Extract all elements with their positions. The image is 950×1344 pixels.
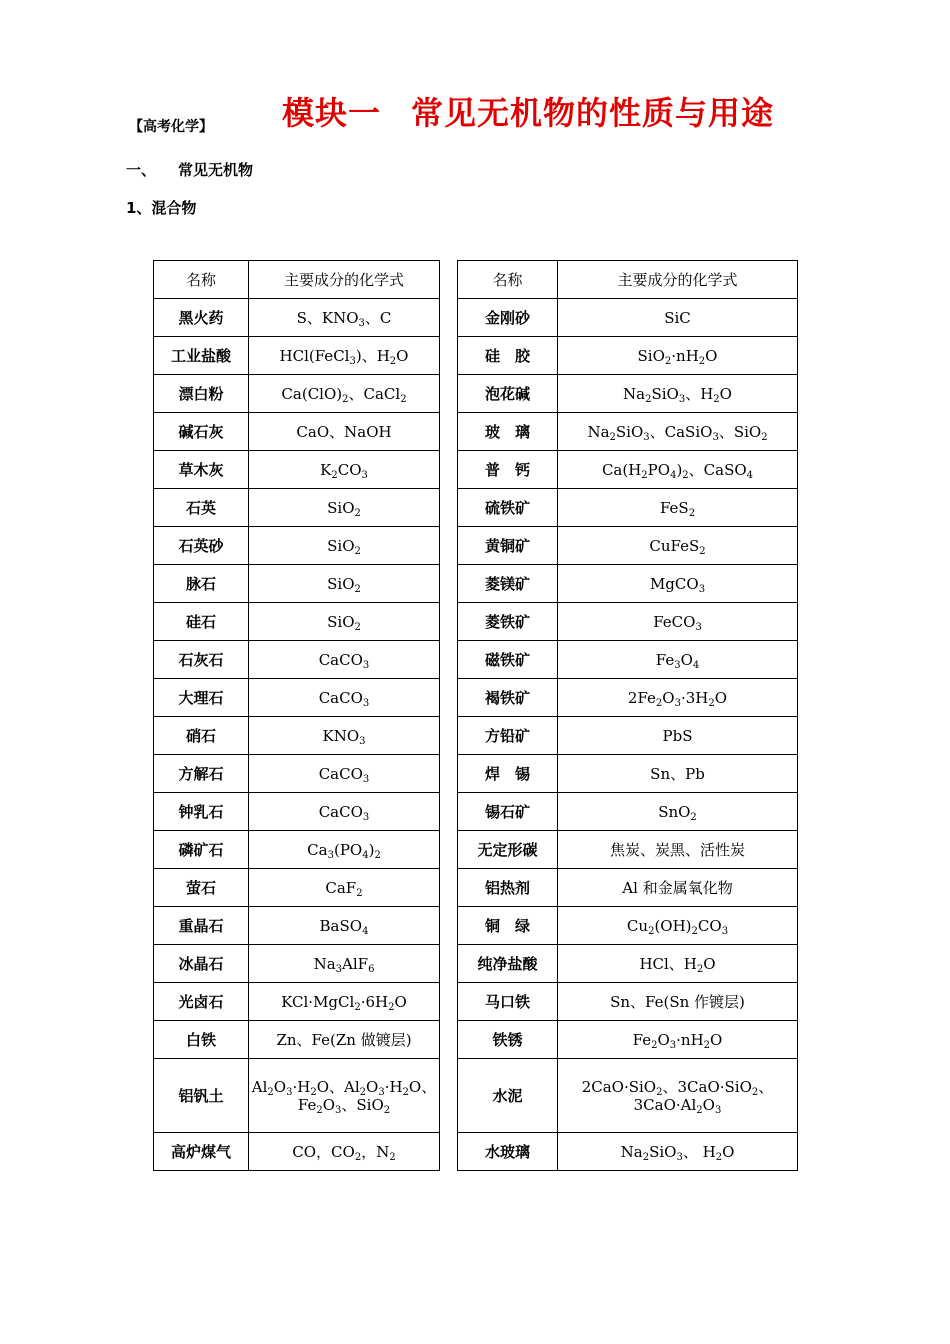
- mixture-name-right: 无定形碳: [458, 831, 558, 869]
- mixture-name-right: 金刚砂: [458, 299, 558, 337]
- table-row: [154, 413, 798, 451]
- table-row: [154, 337, 798, 375]
- table-row: [154, 451, 798, 489]
- mixture-formula-left: HCl(FeCl$_3$)、$H_2O$: [249, 337, 440, 375]
- mixture-formula-left: $Al_2O_3\cdot H_2O$、$Al_2O_3\cdot H_2O$、 $Fe_2O_3$、SiO$_2$: [249, 1059, 440, 1133]
- mixture-name-right: 水玻璃: [458, 1133, 558, 1171]
- mixture-formula-left: SiO$_2$: [249, 489, 440, 527]
- mixture-formula-left: S、$KNO_3$、C: [249, 299, 440, 337]
- mixture-name-right: 菱铁矿: [458, 603, 558, 641]
- table-row: [154, 641, 798, 679]
- mixture-name-right: 水泥: [458, 1059, 558, 1133]
- mixture-name-left: 脉石: [154, 565, 249, 603]
- mixture-formula-right: Al 和金属氧化物: [558, 869, 798, 907]
- table-row: [154, 1059, 798, 1133]
- header-formula-right: 主要成分的化学式: [558, 261, 798, 299]
- mixture-name-left: 萤石: [154, 869, 249, 907]
- table-gap: [440, 1059, 458, 1133]
- mixture-formula-right: PbS: [558, 717, 798, 755]
- table-gap: [440, 527, 458, 565]
- table-gap: [440, 907, 458, 945]
- mixture-formula-left: CO，$CO_2$，$N_2$: [249, 1133, 440, 1171]
- mixture-formula-right: $Fe_3O_4$: [558, 641, 798, 679]
- mixture-name-left: 石英: [154, 489, 249, 527]
- table-gap: [440, 565, 458, 603]
- table-row: [154, 793, 798, 831]
- mixture-formula-right: $Fe_2O_3\cdot nH_2O$: [558, 1021, 798, 1059]
- header-name-left: 名称: [154, 261, 249, 299]
- mixture-name-left: 高炉煤气: [154, 1133, 249, 1171]
- mixture-name-left: 白铁: [154, 1021, 249, 1059]
- table-row: [154, 603, 798, 641]
- mixture-formula-right: CuFeS$_2$: [558, 527, 798, 565]
- mixture-formula-left: CaO、NaOH: [249, 413, 440, 451]
- mixture-name-right: 磁铁矿: [458, 641, 558, 679]
- table-row: [154, 375, 798, 413]
- mixture-name-right: 褐铁矿: [458, 679, 558, 717]
- table-row: [154, 755, 798, 793]
- table-row: [154, 717, 798, 755]
- mixture-name-right: 铝热剂: [458, 869, 558, 907]
- table-row: [154, 945, 798, 983]
- header-formula-left: 主要成分的化学式: [249, 261, 440, 299]
- table-header-row: [154, 261, 798, 299]
- mixture-formula-left: CaCO$_3$: [249, 755, 440, 793]
- mixture-formula-right: Sn、Pb: [558, 755, 798, 793]
- mixture-name-left: 石英砂: [154, 527, 249, 565]
- mixture-formula-right: $Na_2SiO_3$、$H_2O$: [558, 375, 798, 413]
- mixture-formula-right: 2CaO·SiO$_2$、3CaO·SiO$_2$、 $3CaO\cdot Al_2O_3$: [558, 1059, 798, 1133]
- table-gap: [440, 679, 458, 717]
- mixture-name-right: 锡石矿: [458, 793, 558, 831]
- mixture-formula-right: $Ca(H_2PO_4)_2$、CaSO$_4$: [558, 451, 798, 489]
- header-name-right: 名称: [458, 261, 558, 299]
- mixture-name-right: 铁锈: [458, 1021, 558, 1059]
- section-heading: [126, 159, 253, 180]
- table-gap: [440, 261, 458, 299]
- mixture-name-left: 碱石灰: [154, 413, 249, 451]
- mixture-formula-right: FeS$_2$: [558, 489, 798, 527]
- table-row: [154, 679, 798, 717]
- table-row: [154, 1133, 798, 1171]
- mixture-name-left: 方解石: [154, 755, 249, 793]
- table-gap: [440, 869, 458, 907]
- table-gap: [440, 375, 458, 413]
- mixture-name-left: 工业盐酸: [154, 337, 249, 375]
- mixture-formula-right: $Na_2SiO_3$、 $H_2O$: [558, 1133, 798, 1171]
- mixture-name-left: 硅石: [154, 603, 249, 641]
- mixture-formula-left: SiO$_2$: [249, 527, 440, 565]
- mixture-formula-right: SiC: [558, 299, 798, 337]
- table-gap: [440, 983, 458, 1021]
- table-gap: [440, 603, 458, 641]
- title-module: 模块一: [282, 94, 382, 132]
- table-row: [154, 869, 798, 907]
- mixture-name-left: 硝石: [154, 717, 249, 755]
- table-gap: [440, 489, 458, 527]
- mixture-formula-right: Sn、Fe(Sn 作镀层): [558, 983, 798, 1021]
- mixture-formula-left: $Ca(ClO)_2$、CaCl$_2$: [249, 375, 440, 413]
- mixture-formula-left: SiO$_2$: [249, 603, 440, 641]
- mixture-formula-right: SnO$_2$: [558, 793, 798, 831]
- mixture-name-left: 钟乳石: [154, 793, 249, 831]
- table-gap: [440, 641, 458, 679]
- table-row: [154, 907, 798, 945]
- mixture-name-left: 光卤石: [154, 983, 249, 1021]
- mixture-formula-left: $KNO_3$: [249, 717, 440, 755]
- table-gap: [440, 717, 458, 755]
- table-gap: [440, 793, 458, 831]
- table-gap: [440, 1021, 458, 1059]
- mixture-formula-left: SiO$_2$: [249, 565, 440, 603]
- mixture-name-left: 草木灰: [154, 451, 249, 489]
- mixture-name-right: 泡花碱: [458, 375, 558, 413]
- table-gap: [440, 755, 458, 793]
- mixture-formula-right: $2Fe_2O_3\cdot 3H_2O$: [558, 679, 798, 717]
- mixture-formula-right: HCl、$H_2O$: [558, 945, 798, 983]
- doc-tag: 【高考化学】: [129, 119, 213, 135]
- table-gap: [440, 413, 458, 451]
- mixture-name-right: 纯净盐酸: [458, 945, 558, 983]
- mixture-formula-right: FeCO$_3$: [558, 603, 798, 641]
- mixtures-table: [153, 260, 798, 1171]
- mixture-formula-left: CaCO$_3$: [249, 679, 440, 717]
- mixture-name-right: 玻 璃: [458, 413, 558, 451]
- mixture-formula-right: $Na_2SiO_3$、CaSiO$_3$、SiO$_2$: [558, 413, 798, 451]
- mixture-formula-left: $Na_3AlF_6$: [249, 945, 440, 983]
- table-gap: [440, 1133, 458, 1171]
- mixtures-table-body: [154, 261, 798, 1171]
- table-gap: [440, 299, 458, 337]
- mixture-name-left: 冰晶石: [154, 945, 249, 983]
- subsection-heading: 1、混合物: [126, 199, 197, 217]
- mixture-name-right: 马口铁: [458, 983, 558, 1021]
- mixture-name-right: 硫铁矿: [458, 489, 558, 527]
- mixture-name-right: 硅 胶: [458, 337, 558, 375]
- section-title: 常见无机物: [178, 161, 254, 179]
- mixture-name-right: 普 钙: [458, 451, 558, 489]
- mixture-name-left: 石灰石: [154, 641, 249, 679]
- mixture-formula-left: BaSO$_4$: [249, 907, 440, 945]
- mixture-formula-left: CaCO$_3$: [249, 793, 440, 831]
- mixture-formula-left: $KCl\cdot MgCl_2\cdot 6H_2O$: [249, 983, 440, 1021]
- table-gap: [440, 451, 458, 489]
- table-row: [154, 565, 798, 603]
- page-title: [282, 88, 774, 134]
- mixture-name-left: 漂白粉: [154, 375, 249, 413]
- table-row: [154, 527, 798, 565]
- mixture-name-left: 磷矿石: [154, 831, 249, 869]
- mixture-name-left: 重晶石: [154, 907, 249, 945]
- section-number: 一、: [126, 161, 157, 179]
- mixture-formula-left: $Ca_3(PO_4)_2$: [249, 831, 440, 869]
- table-row: [154, 1021, 798, 1059]
- table-row: [154, 983, 798, 1021]
- mixture-name-right: 焊 锡: [458, 755, 558, 793]
- mixture-formula-right: $Cu_2(OH)_2CO_3$: [558, 907, 798, 945]
- table-row: [154, 299, 798, 337]
- table-row: [154, 831, 798, 869]
- mixture-formula-right: 焦炭、炭黑、活性炭: [558, 831, 798, 869]
- mixture-name-left: 大理石: [154, 679, 249, 717]
- mixture-name-right: 铜 绿: [458, 907, 558, 945]
- table-row: [154, 489, 798, 527]
- table-gap: [440, 831, 458, 869]
- mixture-formula-left: Zn、Fe(Zn 做镀层): [249, 1021, 440, 1059]
- mixture-formula-right: $SiO_2\cdot nH_2O$: [558, 337, 798, 375]
- title-topic: 常见无机物的性质与用途: [411, 94, 775, 132]
- table-gap: [440, 337, 458, 375]
- table-gap: [440, 945, 458, 983]
- mixture-formula-left: CaCO$_3$: [249, 641, 440, 679]
- mixture-name-left: 铝钒土: [154, 1059, 249, 1133]
- mixture-name-right: 方铅矿: [458, 717, 558, 755]
- mixture-formula-right: MgCO$_3$: [558, 565, 798, 603]
- mixture-name-right: 菱镁矿: [458, 565, 558, 603]
- mixture-formula-left: $K_2CO_3$: [249, 451, 440, 489]
- mixture-formula-left: CaF$_2$: [249, 869, 440, 907]
- mixture-name-right: 黄铜矿: [458, 527, 558, 565]
- mixture-name-left: 黑火药: [154, 299, 249, 337]
